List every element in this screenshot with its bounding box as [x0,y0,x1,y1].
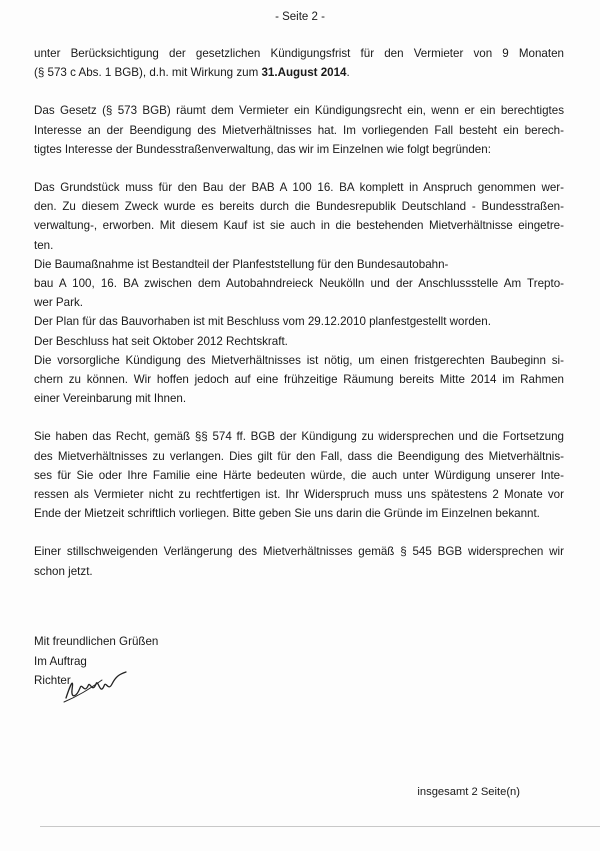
text-line: Sie haben das Recht, gemäß §§ 574 ff. BGB der Kündigung zu widersprechen und die Fortsetzung [34,430,564,444]
page-number-header: - Seite 2 - [275,11,325,23]
text-fragment: (§ 573 c Abs. 1 BGB), d.h. mit Wirkung zum [34,66,262,80]
text-line: ten. [34,238,54,252]
text-line: Interesse an der Beendigung des Mietverhältnisses hat. Im vorliegenden Fall besteht ein berech- [34,123,564,137]
paragraph-right-to-object [34,427,564,523]
text-line: Einer stillschweigenden Verlängerung des Mietverhältnisses gemäß § 545 BGB widersprechen wir [34,545,564,559]
signatory-name: Richter [34,674,71,688]
page-total-footer: insgesamt 2 Seite(n) [417,786,520,798]
text-line: den. Zu diesem Zweck wurde es bereits durch die Bundesrepublik Deutschland - Bundesstraßen- [34,200,564,214]
text-line: Das Grundstück muss für den Bau der BAB A 100 16. BA komplett in Anspruch genommen wer- [34,181,564,195]
paragraph-justification [34,178,564,408]
text-line: Die vorsorgliche Kündigung des Mietverhältnisses ist nötig, um einen fristgerechten Baubeginn si- [34,353,564,367]
text-line: wer Park. [34,296,83,310]
paragraph-no-tacit-extension [34,542,564,580]
text-line: Der Plan für das Bauvorhaben ist mit Beschluss vom 29.12.2010 planfestgestellt worden. [34,315,491,329]
text-line [34,63,564,82]
text-line: Der Beschluss hat seit Oktober 2012 Rechtskraft. [34,334,288,348]
paragraph-notice-period [34,44,564,82]
text-line: tigtes Interesse der Bundesstraßenverwaltung, das wir im Einzelnen wie folgt begründen: [34,142,491,156]
paragraph-legal-basis [34,101,564,159]
page-edge-divider [40,826,600,827]
text-line: ressen als Vermieter nicht zu rechtfertigen ist. Ihr Widerspruch muss uns spätestens 2 Monate vor [34,488,564,502]
handwritten-signature [62,668,132,708]
letter-body [34,44,564,600]
text-line: Ende der Mietzeit schriftlich vorliegen. Bitte geben Sie uns darin die Gründe im Einzelnen bekannt. [34,507,540,521]
text-line: unter Berücksichtigung der gesetzlichen Kündigungsfrist für den Vermieter von 9 Monaten [34,47,564,60]
closing-on-behalf: Im Auftrag [34,654,87,668]
text-line: Das Gesetz (§ 573 BGB) räumt dem Vermieter ein Kündigungsrecht ein, wenn er ein berechtigtes [34,104,564,118]
text-line: chern zu können. Wir hoffen jedoch auf eine frühzeitige Räumung bereits Mitte 2014 im Rahmen [34,373,564,387]
text-line: ses für Sie oder Ihre Familie eine Härte bedeuten würde, die auch unter Würdigung unserer Inte- [34,468,564,482]
text-fragment: . [346,66,350,80]
effective-date: 31.August 2014 [261,66,347,80]
closing-greeting: Mit freundlichen Grüßen [34,635,159,648]
text-line: schon jetzt. [34,564,93,578]
text-line: des Mietverhältnisses zu verlangen. Dies gilt für den Fall, dass die Beendigung des Mietverhältnis- [34,449,564,463]
text-line: verwaltung-, erworben. Mit diesem Kauf ist sie auch in die bestehenden Mietverhältnisse eingetre- [34,219,564,233]
text-line: bau A 100, 16. BA zwischen dem Autobahndreieck Neukölln und der Anschlussstelle Am Trepto- [34,277,564,291]
text-line: einer Vereinbarung mit Ihnen. [34,392,187,406]
text-line: Die Baumaßnahme ist Bestandteil der Planfeststellung für den Bundesautobahn- [34,257,449,271]
